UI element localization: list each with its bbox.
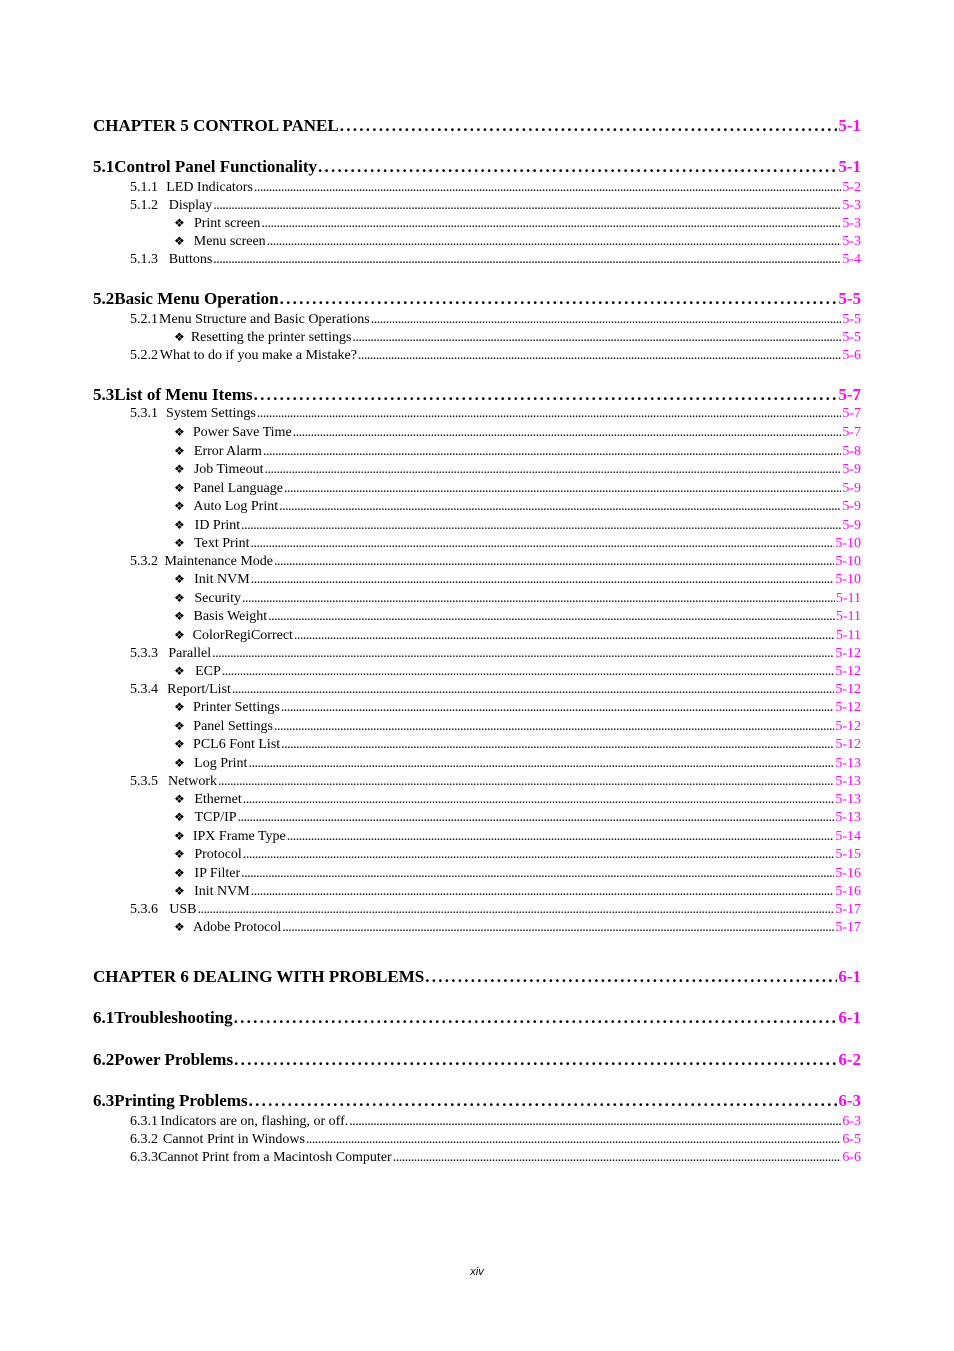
toc-entry-number: 5.1 [93,157,115,176]
toc-page-link[interactable]: 5-7 [842,406,861,421]
toc-page-link[interactable]: 5-9 [842,481,861,496]
bullet-icon: ❖ [174,737,185,751]
toc-entry-number: 5.3.2 [130,554,158,569]
toc-entry-title: Troubleshooting [114,1008,233,1027]
toc-entry-title: ECP [195,664,221,679]
dot-leader [251,884,835,900]
dot-leader [234,1008,838,1028]
toc-page-link[interactable]: 6-1 [838,1008,861,1027]
toc-entry-title: Print screen [193,216,261,231]
toc-entry-bullet[interactable] [174,792,861,808]
toc-entry-bullet[interactable] [174,572,861,588]
toc-page-link[interactable]: 5-16 [835,884,861,899]
toc-entry-sub[interactable] [130,1150,861,1166]
bullet-icon: ❖ [174,572,185,586]
toc-entry-bullet[interactable] [174,330,861,346]
toc-entry-title: Network [168,774,217,789]
dot-leader [281,700,835,716]
toc-entry-number: 5.2.2 [130,348,158,363]
toc-entry-title: CHAPTER 6 DEALING WITH PROBLEMS [93,967,425,986]
toc-entry-title: Text Print [194,536,250,551]
toc-entry-section[interactable] [93,289,861,309]
toc-entry-title: Error Alarm [193,444,262,459]
toc-page-link[interactable]: 5-15 [835,847,861,862]
toc-entry-sub[interactable] [130,1114,861,1130]
toc-entry-sub[interactable] [130,646,861,662]
toc-page-link[interactable]: 5-10 [835,572,861,587]
dot-leader [257,406,841,422]
toc-page-link[interactable]: 5-7 [838,385,861,404]
toc-page-link[interactable]: 5-10 [835,536,861,551]
toc-entry-bullet[interactable] [174,518,861,534]
toc-entry-title: Maintenance Mode [164,554,274,569]
toc-entry-title: Panel Settings [193,719,274,734]
toc-entry-bullet[interactable] [174,425,861,441]
toc-entry-title: Buttons [168,252,213,267]
dot-leader [264,462,841,478]
toc-page-link[interactable]: 5-2 [842,180,861,195]
bullet-icon: ❖ [174,425,185,439]
toc-entry-bullet[interactable] [174,829,861,845]
toc-page-link[interactable]: 5-12 [835,682,861,697]
toc-entry-title: ID Print [194,518,241,533]
toc-entry-chapter[interactable] [93,116,861,136]
toc-page-link[interactable]: 5-12 [835,719,861,734]
dot-leader [267,234,842,250]
toc-page-link[interactable]: 6-3 [838,1091,861,1110]
toc-page-link[interactable]: 5-8 [842,444,861,459]
toc-page-link[interactable]: 5-9 [842,518,861,533]
bullet-icon: ❖ [174,829,185,843]
dot-leader [284,481,841,497]
toc-entry-number: 6.1 [93,1008,115,1027]
toc-page-link[interactable]: 5-1 [838,157,861,176]
dot-leader [393,1150,842,1166]
dot-leader [280,289,838,309]
toc-entry-bullet[interactable] [174,700,861,716]
toc-entry-number: 5.1.1 [130,180,158,195]
toc-entry-number: 6.3.1 [130,1114,158,1129]
toc-entry-title: Protocol [194,847,242,862]
toc-page-link[interactable]: 5-11 [835,609,861,624]
toc-entry-title: Display [168,198,213,213]
bullet-icon: ❖ [174,481,185,495]
dot-leader [261,216,841,232]
toc-entry-bullet[interactable] [174,920,861,936]
bullet-icon: ❖ [174,700,185,714]
dot-leader [242,591,835,607]
toc-entry-bullet[interactable] [174,591,861,607]
toc-page-link[interactable]: 5-12 [835,664,861,679]
dot-leader [425,967,837,987]
toc-entry-title: Menu Structure and Basic Operations [159,312,370,327]
toc-entry-title: LED Indicators [166,180,253,195]
toc-entry-bullet[interactable] [174,481,861,497]
toc-entry-bullet[interactable] [174,536,861,552]
toc-page-link[interactable]: 5-13 [835,774,861,789]
toc-entry-bullet[interactable] [174,216,861,232]
dot-leader [234,1050,837,1070]
toc-entry-section[interactable] [93,1050,861,1070]
toc-entry-number: 5.2 [93,289,115,308]
bullet-icon: ❖ [174,234,185,248]
toc-entry-bullet[interactable] [174,462,861,478]
toc-entry-bullet[interactable] [174,719,861,735]
toc-entry-number: 6.3.3 [130,1150,158,1165]
toc-page-link[interactable]: 5-3 [842,234,861,249]
toc-entry-number: 5.3 [93,385,115,404]
toc-entry-title: Parallel [168,646,212,661]
bullet-icon: ❖ [174,462,185,476]
bullet-icon: ❖ [174,444,185,458]
toc-entry-title: IPX Frame Type [192,829,286,844]
toc-entry-bullet[interactable] [174,609,861,625]
dot-leader [274,719,834,735]
dot-leader [340,116,838,136]
toc-entry-bullet[interactable] [174,664,861,680]
dot-leader [349,1114,841,1130]
dot-leader [274,554,834,570]
toc-entry-title: Power Save Time [192,425,292,440]
toc-entry-number: 5.3.1 [130,406,158,421]
toc-entry-title: CHAPTER 5 CONTROL PANEL [93,116,339,135]
dot-leader [218,774,834,790]
toc-page-link[interactable]: 5-12 [835,700,861,715]
toc-page-link[interactable]: 5-6 [842,348,861,363]
toc-page-link[interactable]: 5-17 [835,902,861,917]
dot-leader [241,518,841,534]
toc-entry-number: 5.3.5 [130,774,158,789]
bullet-icon: ❖ [174,536,185,550]
dot-leader [352,330,841,346]
toc-entry-title: ColorRegiCorrect [192,628,293,643]
toc-page-link[interactable]: 5-13 [835,756,861,771]
toc-entry-title: System Settings [166,406,256,421]
dot-leader [293,425,842,441]
dot-leader [358,348,841,364]
toc-entry-bullet[interactable] [174,444,861,460]
toc-entry-title: USB [169,902,197,917]
toc-entry-section[interactable] [93,1091,861,1111]
toc-entry-title: Control Panel Functionality [114,157,317,176]
dot-leader [371,312,842,328]
dot-leader [249,1091,838,1111]
bullet-icon: ❖ [174,719,185,733]
toc-entry-number: 6.2 [93,1050,115,1069]
dot-leader [212,646,834,662]
toc-page-link[interactable]: 5-10 [835,554,861,569]
toc-entry-sub[interactable] [130,682,861,698]
toc-entry-title: Power Problems [114,1050,234,1069]
toc-page-link[interactable]: 5-9 [842,462,861,477]
bullet-icon: ❖ [174,518,185,532]
toc-entry-number: 5.3.6 [130,902,158,917]
toc-entry-section[interactable] [93,385,861,405]
toc-entry-title: Security [194,591,242,606]
toc-entry-number: 6.3 [93,1091,115,1110]
dot-leader [222,664,835,680]
toc-entry-sub[interactable] [130,774,861,790]
toc-entry-title: Cannot Print from a Macintosh Computer [158,1150,392,1165]
toc-page-link[interactable]: 5-9 [842,499,861,514]
toc-entry-title: IP Filter [194,866,241,881]
toc-entry-title: Basic Menu Operation [114,289,279,308]
dot-leader [213,198,841,214]
toc-entry-number: 5.3.4 [130,682,158,697]
dot-leader [268,609,835,625]
toc-entry-bullet[interactable] [174,884,861,900]
bullet-icon: ❖ [174,866,185,880]
toc-page-link[interactable]: 5-11 [835,628,861,643]
toc-entry-title: Ethernet [194,792,242,807]
toc-entry-title: Printing Problems [114,1091,248,1110]
toc-entry-title: Job Timeout [193,462,264,477]
dot-leader [243,792,835,808]
dot-leader [198,902,835,918]
dot-leader [254,180,841,196]
dot-leader [306,1132,841,1148]
toc-entry-title: Adobe Protocol [193,920,282,935]
toc-entry-number: 6.3.2 [130,1132,158,1147]
toc-page-link[interactable]: 6-6 [842,1150,861,1165]
toc-page-link[interactable]: 5-7 [842,425,861,440]
toc-page-link[interactable]: 6-1 [838,967,861,986]
toc-page-link[interactable]: 5-13 [835,792,861,807]
toc-entry-sub[interactable] [130,554,861,570]
bullet-icon: ❖ [174,591,185,605]
toc-page-link[interactable]: 5-1 [838,116,861,135]
dot-leader [279,499,841,515]
toc-entry-sub[interactable] [130,1132,861,1148]
toc-page-link[interactable]: 5-12 [835,737,861,752]
toc-page-link[interactable]: 6-3 [842,1114,861,1129]
bullet-icon: ❖ [174,792,185,806]
toc-page-link[interactable]: 5-16 [835,866,861,881]
toc-entry-bullet[interactable] [174,866,861,882]
dot-leader [251,536,835,552]
toc-entry-bullet[interactable] [174,810,861,826]
dot-leader [238,810,835,826]
toc-entry-title: Auto Log Print [193,499,279,514]
toc-entry-title: What to do if you make a Mistake? [159,348,357,363]
toc-page-link[interactable]: 5-5 [838,289,861,308]
toc-page-link[interactable]: 6-2 [838,1050,861,1069]
bullet-icon: ❖ [174,884,185,898]
toc-entry-title: Menu screen [193,234,266,249]
toc-entry-bullet[interactable] [174,499,861,515]
bullet-icon: ❖ [174,847,185,861]
toc-entry-title: Log Print [194,756,248,771]
toc-page-link[interactable]: 5-17 [835,920,861,935]
toc-entry-bullet[interactable] [174,628,861,644]
bullet-icon: ❖ [174,216,185,230]
toc-entry-title: Panel Language [193,481,283,496]
toc-entry-title: Report/List [167,682,231,697]
toc-page-link[interactable]: 5-14 [835,829,861,844]
dot-leader [281,737,834,753]
bullet-icon: ❖ [174,920,185,934]
toc-entry-number: 5.1.3 [130,252,158,267]
toc-entry-number: 5.3.3 [130,646,158,661]
bullet-icon: ❖ [174,756,185,770]
toc-entry-sub[interactable] [130,180,861,196]
toc-entry-bullet[interactable] [174,756,861,772]
toc-entry-section[interactable] [93,1008,861,1028]
toc-entry-bullet[interactable] [174,737,861,753]
dot-leader [318,157,837,177]
page-number: xiv [470,1266,484,1278]
bullet-icon: ❖ [174,499,185,513]
bullet-icon: ❖ [174,810,185,824]
toc-entry-title: Init NVM [194,884,250,899]
toc-entry-section[interactable] [93,157,861,177]
toc-page-link[interactable]: 5-3 [842,216,861,231]
dot-leader [282,920,834,936]
toc-entry-title: Cannot Print in Windows [163,1132,305,1147]
toc-page-link[interactable]: 5-4 [842,252,861,267]
dot-leader [263,444,841,460]
toc-entry-title: Basis Weight [193,609,268,624]
toc-entry-title: PCL6 Font List [193,737,281,752]
dot-leader [254,385,838,405]
dot-leader [287,829,835,845]
toc-page-link[interactable]: 5-5 [842,330,861,345]
dot-leader [232,682,834,698]
bullet-icon: ❖ [174,628,185,642]
dot-leader [248,756,834,772]
toc-entry-sub[interactable] [130,198,861,214]
toc-page-link[interactable]: 5-13 [835,810,861,825]
toc-entry-bullet[interactable] [174,847,861,863]
dot-leader [243,847,835,863]
toc-entry-sub[interactable] [130,252,861,268]
toc-entry-title: TCP/IP [194,810,237,825]
bullet-icon: ❖ [174,330,185,344]
toc-entry-title: List of Menu Items [114,385,253,404]
toc-entry-bullet[interactable] [174,234,861,250]
dot-leader [294,628,835,644]
toc-entry-number: 5.1.2 [130,198,158,213]
toc-page-link[interactable]: 5-12 [835,646,861,661]
toc-entry-title: Init NVM [194,572,250,587]
toc-entry-title: Printer Settings [193,700,280,715]
toc-entry-title: Indicators are on, flashing, or off. [160,1114,349,1129]
bullet-icon: ❖ [174,609,185,623]
toc-entry-sub[interactable] [130,406,861,422]
toc-entry-chapter[interactable] [93,967,861,987]
dot-leader [213,252,841,268]
toc-entry-sub[interactable] [130,312,861,328]
toc-entry-number: 5.2.1 [130,312,158,327]
toc-page-link[interactable]: 6-5 [842,1132,861,1147]
toc-entry-title: Resetting the printer settings [190,330,352,345]
toc-page-link[interactable]: 5-5 [842,312,861,327]
dot-leader [241,866,834,882]
toc-page-link[interactable]: 5-11 [835,591,861,606]
bullet-icon: ❖ [174,664,185,678]
toc-page-link[interactable]: 5-3 [842,198,861,213]
toc-entry-sub[interactable] [130,902,861,918]
dot-leader [251,572,835,588]
toc-entry-sub[interactable] [130,348,861,364]
